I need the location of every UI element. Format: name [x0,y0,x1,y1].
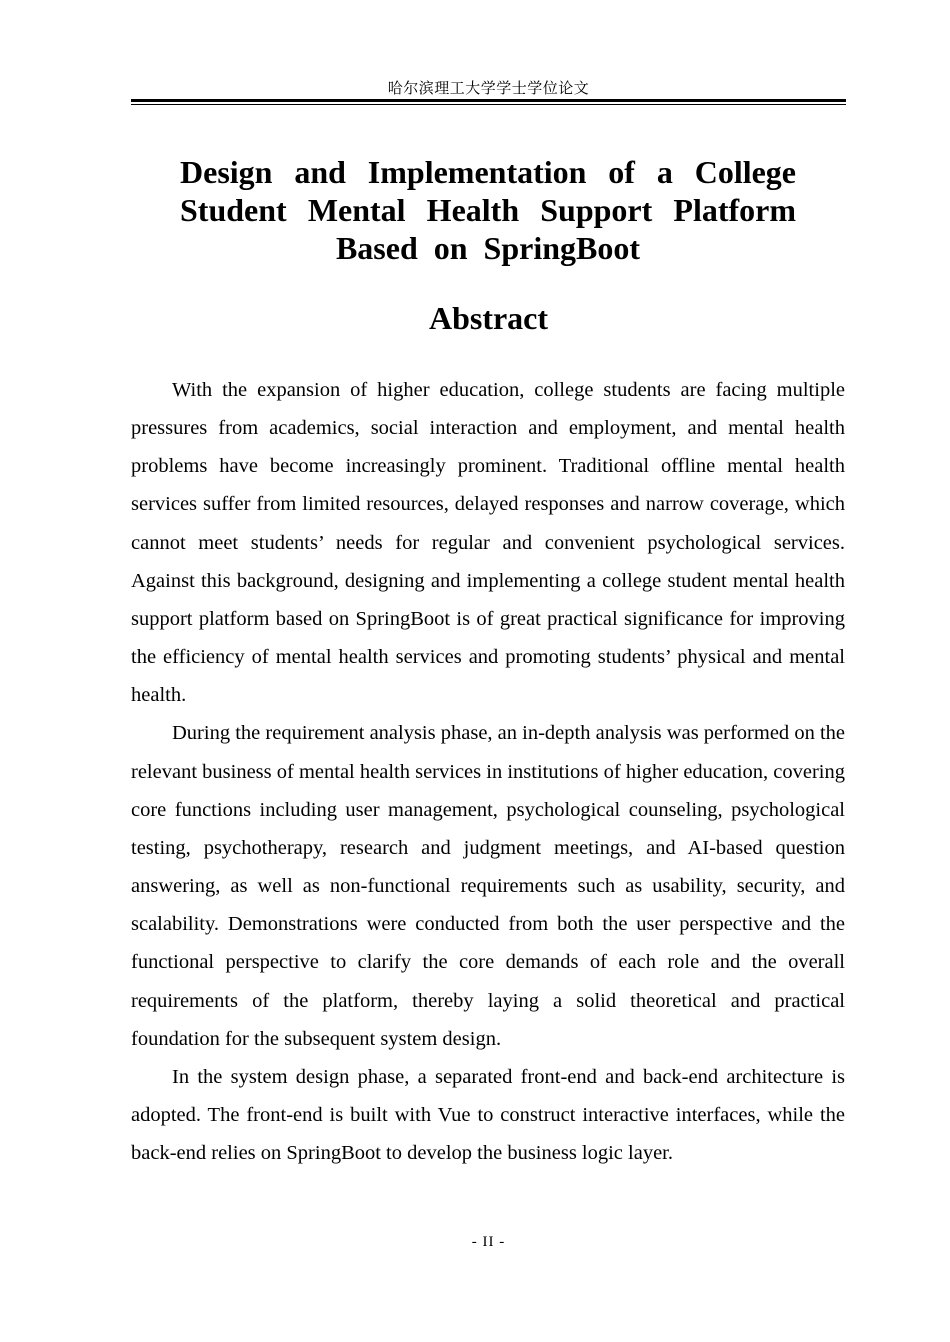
abstract-paragraph-1: With the expansion of higher education, college students are facing multiple pressures from academics, social interaction and employment, and mental health problems have become increasingly prominent. Traditional offline mental health services suffer from limited resources, delayed responses and narrow coverage, which cannot meet students’ needs for regular and convenient psychological services. Against this background, designing and implementing a college student mental health support platform based on SpringBoot is of great practical significance for improving the efficiency of mental health services and promoting students’ physical and mental health. [131,379,845,707]
abstract-paragraph-3: In the system design phase, a separated front-end and back-end architecture is adopted. The front-end is built with Vue to construct interactive interfaces, while the back-end relies on SpringBoot to develop the business logic layer. [131,1065,845,1165]
running-header: 哈尔滨理工大学学士学位论文 [387,81,590,97]
title-line-2: Student Mental Health Support Platform [180,192,796,228]
paper-title [180,153,796,267]
title-line-1: Design and Implementation of a College [180,154,796,190]
header-rule-thick [131,99,846,102]
title-line-3: Based on SpringBoot [335,230,641,266]
abstract-paragraph-2: During the requirement analysis phase, an in-depth analysis was performed on the relevant business of mental health services in institutions of higher education, covering core functions including user management, psychological counseling, psychological testing, psychotherapy, research and judgment meetings, and AI-based question answering, as well as non-functional requirements such as usability, security, and scalability. Demonstrations were conducted from both the user perspective and the functional perspective to clarify the core demands of each role and the overall requirements of the platform, thereby laying a solid theoretical and practical foundation for the subsequent system design. [131,722,845,1050]
abstract-heading: Abstract [428,300,549,336]
abstract-body [131,371,845,1172]
page-number: - II - [471,1234,506,1250]
header-rule-thin [131,104,846,105]
